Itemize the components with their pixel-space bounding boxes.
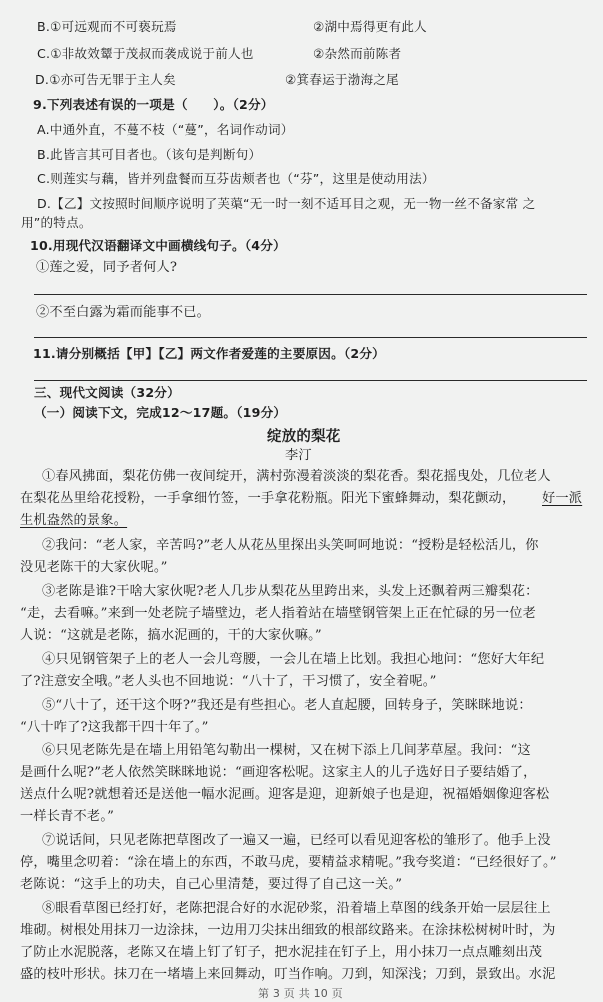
q9-option-a: A.中通外直，不蔓不枝（“蔓”，名词作动词） (37, 122, 294, 137)
article-line: 停，嘴里念叨着：“涂在墙上的东西，不敢马虎，要精益求精呢。”我夸奖道：“已经很好了。” (20, 855, 557, 870)
article-line: 送点什么呢?就想着还是送他一幅水泥画。迎客是迎，迎新娘子也是迎，祝福婚姻像迎客松 (20, 787, 550, 802)
article-line: ①春风拂面，梨花仿佛一夜间绽开，满村弥漫着淡淡的梨花香。梨花摇曳处，几位老人 (42, 469, 551, 484)
q8-option-c-left: C.①非故效颦于茂叔而袭成说于前人也 (37, 46, 254, 61)
q8-option-c-right: ②杂然而前陈者 (313, 46, 402, 61)
section-heading: 三、现代文阅读（32分） (34, 385, 180, 400)
article-line: 老陈说：“这手上的功夫，自己心里清楚，要过得了自己这一关。” (20, 877, 403, 892)
article-line: ③老陈是谁?干啥大家伙呢?老人几步从梨花丛里跨出来，头发上还飘着两三瓣梨花： (42, 584, 539, 599)
article-line: ④只见钢管架子上的老人一会儿弯腰，一会儿在墙上比划。我担心地问：“您好大年纪 (42, 652, 545, 667)
answer-line (34, 337, 587, 338)
article-line: ⑧眼看草图已经打好，老陈把混合好的水泥砂浆，沿着墙上草图的线条开始一层层往上 (42, 901, 551, 916)
answer-line (34, 380, 587, 381)
q11-stem: 11.请分别概括【甲】【乙】两文作者爱莲的主要原因。（2分） (33, 346, 385, 361)
article-line: ⑥只见老陈先是在墙上用铅笔勾勒出一棵树，又在树下添上几间茅草屋。我问：“这 (42, 743, 531, 758)
answer-line (34, 294, 587, 295)
page-number: 第 3 页 共 10 页 (258, 987, 343, 1000)
section-subheading: （一）阅读下文，完成12～17题。（19分） (34, 405, 287, 420)
article-line: 生机盎然的景象。 (20, 513, 128, 528)
q10-stem: 10.用现代汉语翻译文中画横线句子。（4分） (30, 238, 286, 253)
article-line: “走，去看嘛。”来到一处老院子墙壁边，老人指着站在墙壁钢管架上正在忙碌的另一位老 (20, 606, 537, 621)
q9-option-b: B.此皆言其可目者也。（该句是判断句） (37, 147, 262, 162)
article-line: 了?注意安全哦。”老人头也不回地说：“八十了，干习惯了，安全着呢。” (20, 674, 437, 689)
q8-option-d-right: ②箕春运于渤海之尾 (285, 72, 399, 87)
article-line: ②我问：“老人家，辛苦吗?”老人从花丛里探出头笑呵呵地说：“授粉是轻松活儿，你 (42, 538, 539, 553)
q9-option-d-line2: 用”的特点。 (21, 215, 92, 230)
underlined-phrase: 好一派 (542, 491, 583, 506)
q10-sentence-2: ②不至白露为霜而能事不已。 (36, 305, 211, 320)
q8-option-d-left: D.①亦可告无罪于主人矣 (35, 72, 176, 87)
article-line: 堆砌。树根处用抹刀一边涂抹，一边用刀尖抹出细致的根部纹路来。在涂抹松树树叶时，为 (20, 923, 556, 938)
article-line: 没见老陈干的大家伙呢。” (20, 560, 168, 575)
q9-option-c: C.则莲实与藕，皆并列盘餐而互芬齿颊者也（“芬”，这里是使动用法） (37, 171, 435, 186)
q8-option-b-right: ②湖中焉得更有此人 (313, 19, 427, 34)
q9-stem: 9.下列表述有误的一项是（ ）。（2分） (33, 97, 274, 112)
article-line: “八十咋了?这我都干四十年了。” (20, 720, 209, 735)
article-line: 人说：“这就是老陈，搞水泥画的，干的大家伙嘛。” (20, 628, 322, 643)
q9-option-d-line1: D.【乙】文按照时间顺序说明了芙蕖“无一时一刻不适耳目之观，无一物一丝不备家常 之 (37, 196, 536, 211)
article-author: 李汀 (285, 448, 312, 463)
q8-option-b-left: B.①可远观而不可亵玩焉 (37, 19, 177, 34)
article-line: 了防止水泥脱落，老陈又在墙上钉了钉子，把水泥挂在钉子上，用小抹刀一点点雕刻出茂 (20, 945, 543, 960)
article-line: 一样长青不老。” (20, 809, 115, 824)
article-line: ⑤“八十了，还干这个呀?”我还是有些担心。老人直起腰，回转身子，笑眯眯地说： (42, 698, 532, 713)
article-line: 盛的枝叶形状。抹刀在一堵墙上来回舞动，叮当作响。刀到，知深浅；刀到，景致出。水泥 (20, 967, 556, 982)
q10-sentence-1: ①莲之爱，同予者何人? (36, 260, 178, 275)
article-line: 在梨花丛里给花授粉，一手拿细竹签，一手拿花粉瓶。阳光下蜜蜂舞动，梨花颤动， (20, 491, 516, 506)
article-title: 绽放的梨花 (267, 428, 341, 445)
article-line: 是画什么呢?”老人依然笑眯眯地说：“画迎客松呢。这家主人的儿子选好日子要结婚了， (20, 765, 537, 780)
article-line: ⑦说话间，只见老陈把草图改了一遍又一遍，已经可以看见迎客松的雏形了。他手上没 (42, 833, 551, 848)
